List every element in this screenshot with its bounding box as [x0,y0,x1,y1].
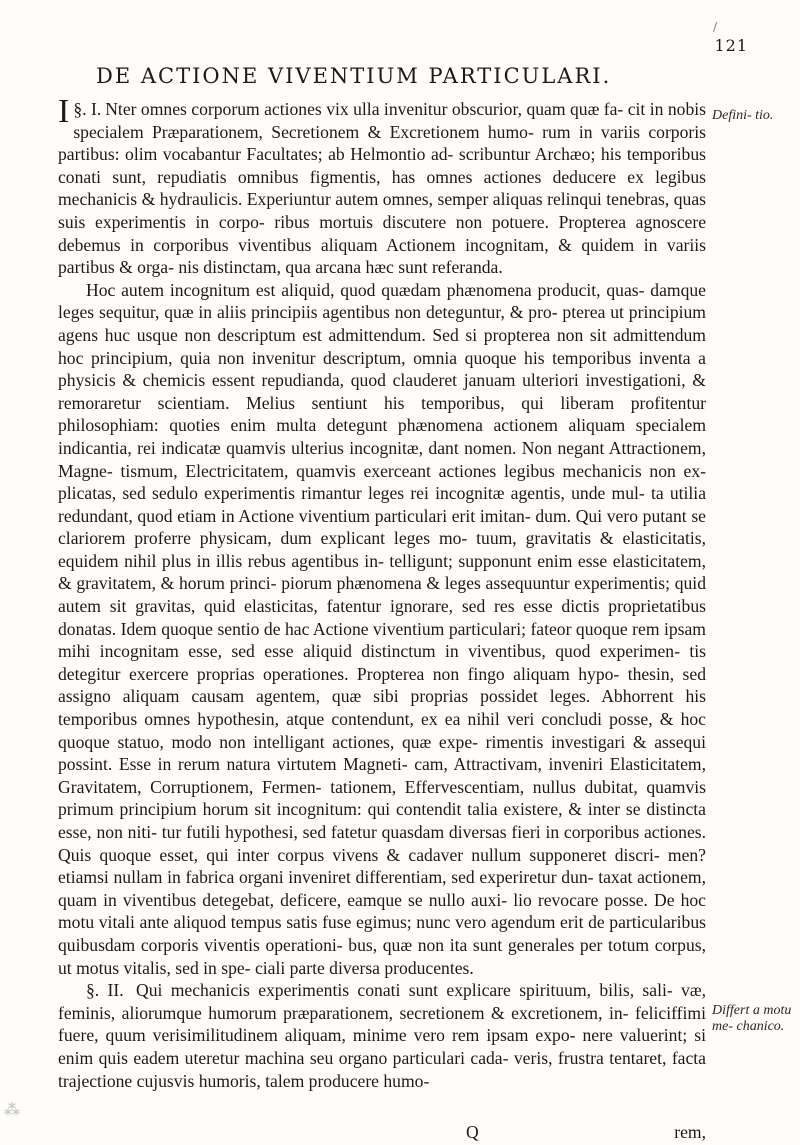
catchword: rem, [674,1122,706,1142]
page-footer [58,1122,706,1144]
margin-note-definitio: Defini- tio. [712,108,774,123]
section-1-text: Nter omnes corporum actiones vix ulla invenitur obscurior, quam quæ fa- cit in nobis specialem Præparationem, Secretionem & Excretionem humo- rum in variis corporis partibus: olim vocabantur Facultates; ab Helmontio ad- scribuntur Archæo; his temporibus conati sunt, repudiatis omnibus figmentis, has omnes actiones deducere ex legibus mechanicis & hydraulicis. Experiuntur autem omnes, semper aliquas relinqui tenebras, quas suis experimentis in corpo- ribus mortuis discutere non potuere. Propterea agnoscere debemus in corporibus viventibus aliquam Actionem incognitam, & quidem in variis partibus & orga- nis distinctam, qua arcana hæc sunt referanda. [58,99,706,278]
paragraph: Hoc autem incognitum est aliquid, quod quædam phænomena producit, quas- damque leges sequitur, quæ in aliis principiis agentibus non deteguntur, & pro- pterea ut principium agens huc usque non descriptum est admittendum. Sed si propterea non sit admittendum hoc principium, quia non invenitur descriptum, omnia quoque his temporibus inventa a physicis & chemicis essent repudianda, quod clauderet januam ulteriori investigationi, & remoraretur scientiam. Melius sentiunt his temporibus, qui liberam profitentur philosophiam: quoties enim multa detegunt phænomena actionem aliquam specialem indicantia, rei indicatæ quamvis ulterius incognitæ, dant nomen. Non negant Attractionem, Magne- tismum, Electricitatem, quamvis exerceant actiones legibus mechanicis non ex- plicatas, sed sedulo experimentis rimantur leges rei incognitæ agentis, unde mul- ta utilia redundant, quod etiam in Actione viventium particulari erit imitan- dum. Qui vero putant se clariorem proferre physicam, dum explicant leges mo- tuum, gravitatis & elasticitatis, equidem nihil plus in illis rebus agentibus in- telligunt; supponunt enim esse elasticitatem, & gravitatem, & horum princi- piorum phænomena & leges assequuntur experimentis; quid autem sit gravitas, quid elasticitas, fatentur ignorare, sed res esse dictis proprietatibus donatas. Idem quoque sentio de hac Actione viventium particulari; fateor quoque rem ipsam mihi incognitam esse, sed esse aliquid distinctum in viventibus, quod experimen- tis detegitur exercere proprias operationes. Propterea non fingo aliquam hypo- thesin, sed assigno aliquam causam agentem, quæ sibi proprias possidet leges. Abhorrent his temporibus omnes hypothesin, atque contendunt, ex ea nihil veri concludi posse, & hoc quoque statuo, modo non intelligant actiones, quæ expe- rimentis investigari & assequi possint. Esse in rerum natura virtutem Magneti- cam, Attractivam, inveniri Elasticitatem, Gravitatem, Corruptionem, Fermen- tationem, Effervescentiam, nullus dubitat, quamvis primum principium horum sit incognitum: qui contendit talia existere, & inter se distincta esse, non niti- tur futili hypothesi, sed fatetur quasdam diversas fieri in corporibus actiones. Quis quoque esset, qui inter corpus vivens & cadaver nullum supponeret discri- men? etiamsi nullam in fabrica organi inveniret differentiam, sed experiretur dun- taxat actionem, quam in viventibus detegebat, deficere, eamque se nullo auxi- lio revocare posse. De hoc motu vitali ante aliquod tempus satis fuse egimus; nunc vero agendum erit de particularibus quibusdam corporis viventis operationi- bus, quæ non ita sunt generales per totum corpus, ut motus vitalis, sed in spe- ciali parte diversa producentes. [58,279,706,978]
body-text [58,93,706,1092]
page-number: 121 [714,36,748,55]
signature-mark: Q [466,1122,479,1142]
section-2-opening [58,979,706,1092]
section-1-number: §. I. [73,99,102,119]
ink-smudge: ⁂ [4,1100,20,1119]
running-title: DE ACTIONE VIVENTIUM PARTICULARI. [96,64,612,88]
section-2-text: Qui mechanicis experimentis conati sunt explicare spirituum, bilis, sali- væ, feminis, aliorumque humorum præparationem, secretionem & excretionem, in- feliciffimi fuere, quum verisimilitudinem aliquam, minime vero rem ipsam expo- nere valuerint; si enim quis eadem uteretur machina seu organo particulari cada- veris, frustra tentaret, facta trajectione cujusvis humoris, talem producere humo- [58,980,706,1091]
margin-note-differt: Differt a motu me- chanico. [712,1003,792,1034]
corner-mark: / [713,20,718,34]
section-2-number: §. II. [86,980,124,1001]
section-1-opening [58,93,706,279]
initial-letter: I [58,93,70,130]
